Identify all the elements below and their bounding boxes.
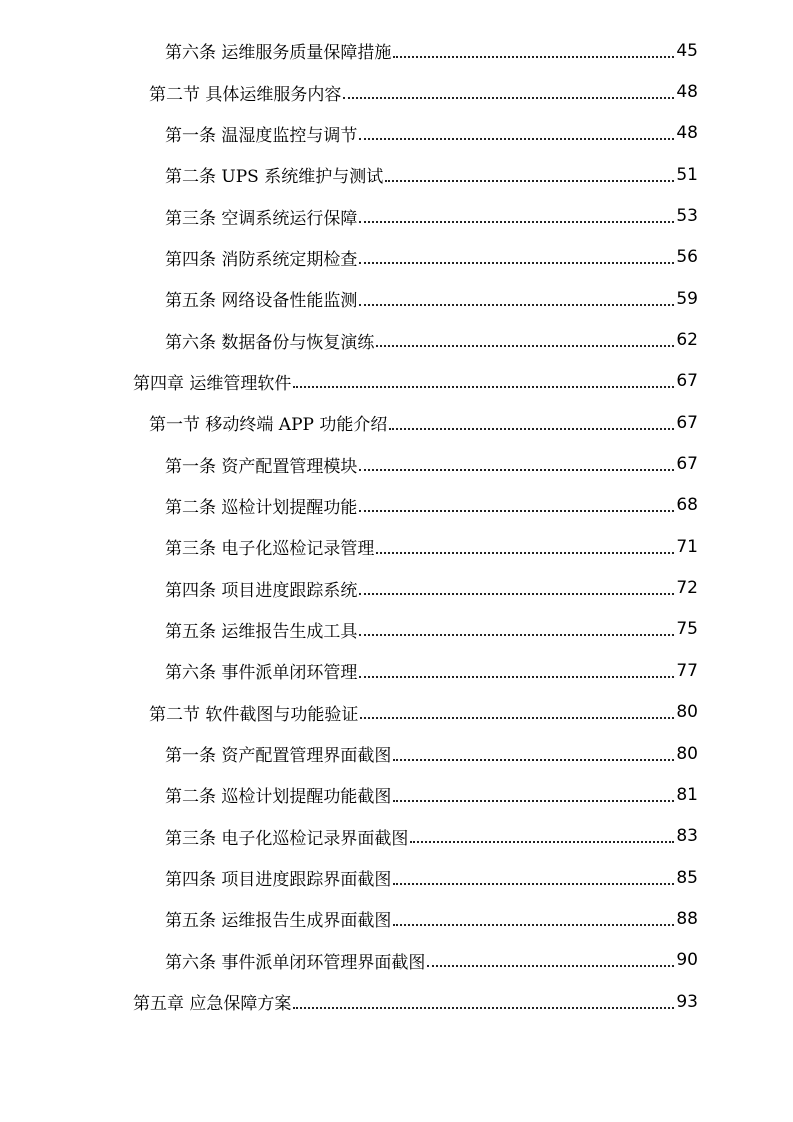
toc-page-number: 93 (676, 991, 698, 1012)
toc-page-number: 48 (676, 123, 698, 144)
toc-entry[interactable] (0, 402, 793, 443)
toc-entry[interactable] (0, 113, 793, 154)
toc-entry-title: 第二条 UPS 系统维护与测试 (165, 167, 384, 188)
dot-leader (410, 841, 674, 843)
toc-entry[interactable] (0, 361, 793, 402)
dot-leader (393, 924, 674, 926)
toc-page-number: 53 (676, 206, 698, 227)
toc-entry-title: 第二节 具体运维服务内容 (149, 84, 342, 105)
toc-entry-title: 第五条 网络设备性能监测 (165, 291, 358, 312)
dot-leader (393, 883, 674, 885)
dot-leader (359, 262, 674, 264)
dot-leader (393, 56, 674, 58)
toc-page-number: 90 (676, 950, 698, 971)
dot-leader (385, 180, 674, 182)
toc-entry[interactable] (0, 774, 793, 815)
table-of-contents (0, 30, 793, 1022)
dot-leader (359, 304, 674, 306)
toc-page-number: 88 (676, 908, 698, 929)
toc-entry-title: 第六条 事件派单闭环管理 (165, 663, 358, 684)
toc-entry[interactable] (0, 981, 793, 1022)
toc-page-number: 56 (676, 247, 698, 268)
toc-page-number: 45 (676, 40, 698, 61)
dot-leader (376, 552, 674, 554)
toc-entry[interactable] (0, 443, 793, 484)
toc-page-number: 62 (676, 330, 698, 351)
toc-entry[interactable] (0, 692, 793, 733)
dot-leader (359, 634, 674, 636)
toc-page-number: 81 (676, 784, 698, 805)
toc-entry[interactable] (0, 940, 793, 981)
toc-page-number: 67 (676, 412, 698, 433)
dot-leader (359, 138, 674, 140)
toc-entry-title: 第六条 运维服务质量保障措施 (165, 43, 392, 64)
dot-leader (359, 510, 674, 512)
toc-entry[interactable] (0, 485, 793, 526)
dot-leader (359, 469, 674, 471)
toc-entry-title: 第五条 运维报告生成工具 (165, 621, 358, 642)
toc-entry-title: 第一节 移动终端 APP 功能介绍 (149, 415, 388, 436)
dot-leader (360, 717, 674, 719)
toc-entry[interactable] (0, 195, 793, 236)
toc-entry[interactable] (0, 609, 793, 650)
toc-page-number: 83 (676, 826, 698, 847)
toc-entry-title: 第三条 电子化巡检记录管理 (165, 539, 375, 560)
dot-leader (393, 800, 674, 802)
toc-page-number: 77 (676, 660, 698, 681)
toc-entry-title: 第三条 电子化巡检记录界面截图 (165, 828, 409, 849)
toc-entry[interactable] (0, 30, 793, 71)
toc-entry-title: 第一条 温湿度监控与调节 (165, 125, 358, 146)
toc-entry-title: 第四条 消防系统定期检查 (165, 249, 358, 270)
toc-page-number: 51 (676, 164, 698, 185)
toc-entry[interactable] (0, 278, 793, 319)
toc-page-number: 72 (676, 578, 698, 599)
dot-leader (393, 759, 674, 761)
dot-leader (359, 221, 674, 223)
toc-entry[interactable] (0, 567, 793, 608)
toc-page-number: 85 (676, 867, 698, 888)
dot-leader (293, 1007, 674, 1009)
toc-page-number: 80 (676, 702, 698, 723)
toc-entry-title: 第四条 项目进度跟踪界面截图 (165, 870, 392, 891)
toc-page-number: 48 (676, 82, 698, 103)
toc-page-number: 67 (676, 454, 698, 475)
toc-entry[interactable] (0, 898, 793, 939)
dot-leader (343, 97, 674, 99)
toc-entry[interactable] (0, 857, 793, 898)
toc-entry-title: 第六条 事件派单闭环管理界面截图 (165, 952, 426, 973)
dot-leader (293, 386, 674, 388)
toc-page-number: 75 (676, 619, 698, 640)
toc-page-number: 59 (676, 288, 698, 309)
toc-entry-title: 第六条 数据备份与恢复演练 (165, 332, 375, 353)
toc-entry[interactable] (0, 71, 793, 112)
toc-entry[interactable] (0, 237, 793, 278)
toc-entry[interactable] (0, 816, 793, 857)
toc-page-number: 71 (676, 536, 698, 557)
dot-leader (389, 428, 674, 430)
toc-entry-title: 第一条 资产配置管理界面截图 (165, 746, 392, 767)
toc-entry-title: 第二节 软件截图与功能验证 (149, 704, 359, 725)
toc-entry-title: 第四条 项目进度跟踪系统 (165, 580, 358, 601)
toc-entry-title: 第三条 空调系统运行保障 (165, 208, 358, 229)
toc-entry[interactable] (0, 650, 793, 691)
toc-page-number: 80 (676, 743, 698, 764)
toc-page-number: 68 (676, 495, 698, 516)
toc-entry-title: 第四章 运维管理软件 (133, 373, 292, 394)
toc-entry[interactable] (0, 154, 793, 195)
toc-entry[interactable] (0, 319, 793, 360)
toc-entry-title: 第二条 巡检计划提醒功能截图 (165, 787, 392, 808)
toc-entry[interactable] (0, 526, 793, 567)
toc-entry-title: 第一条 资产配置管理模块 (165, 456, 358, 477)
toc-page-number: 67 (676, 371, 698, 392)
toc-entry[interactable] (0, 733, 793, 774)
toc-entry-title: 第二条 巡检计划提醒功能 (165, 497, 358, 518)
toc-entry-title: 第五条 运维报告生成界面截图 (165, 911, 392, 932)
dot-leader (376, 345, 674, 347)
dot-leader (427, 965, 674, 967)
dot-leader (359, 676, 674, 678)
dot-leader (359, 593, 674, 595)
toc-entry-title: 第五章 应急保障方案 (133, 994, 292, 1015)
